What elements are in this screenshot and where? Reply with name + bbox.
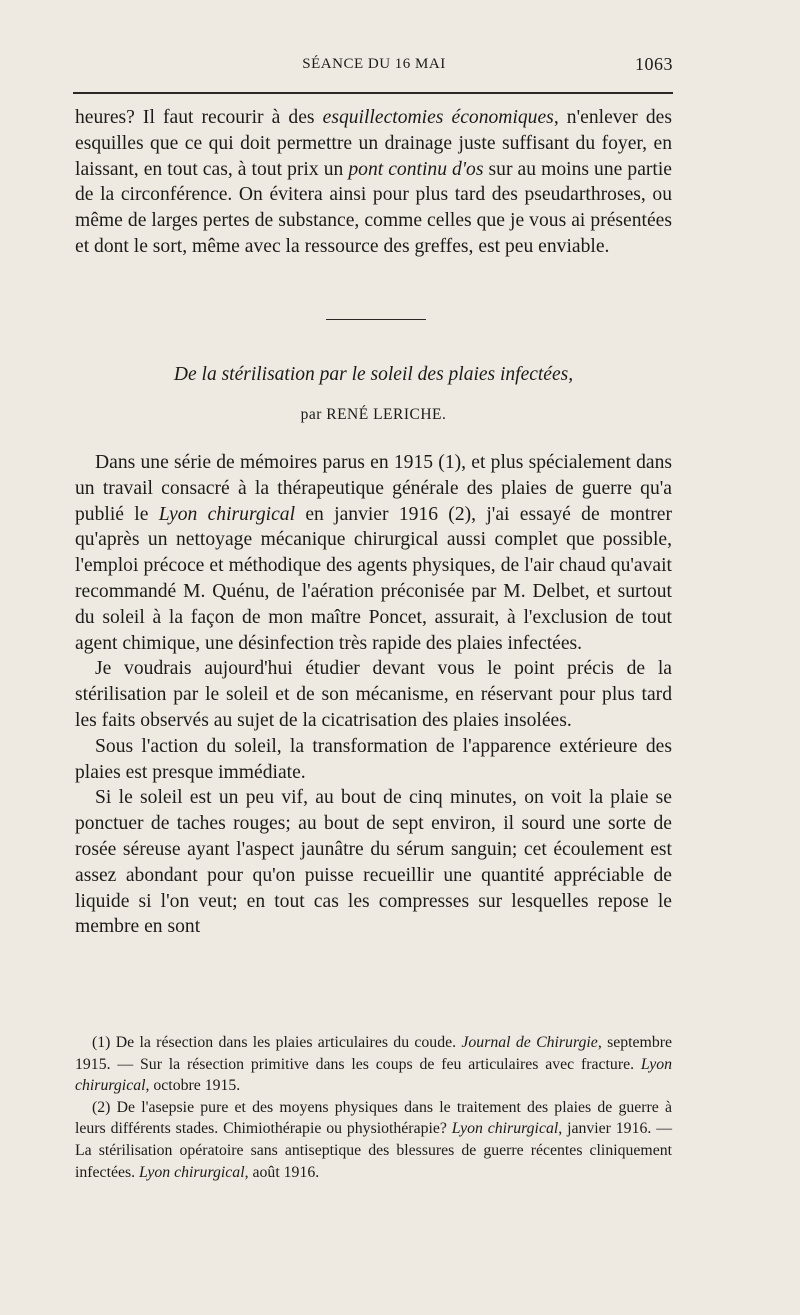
italic-run: esquillectomies économiques [322, 107, 554, 128]
italic-run: Journal de Chirurgie [461, 1034, 598, 1051]
article-paragraph: Je voudrais aujourd'hui étudier devant vous le point précis de la stérilisation par le soleil et de son mécanisme, en réservant pour plus tard les faits observés au sujet de la cicatrisation des plaies insolées. [75, 658, 672, 731]
text-run: , septembre 1915. — Sur la résection primitive dans les coups de feu articulaires avec fracture. [75, 1034, 672, 1073]
article-paragraph [75, 450, 672, 656]
byline-prefix: par [300, 406, 327, 423]
article-byline [75, 406, 672, 424]
italic-run: Lyon chirurgical [75, 1055, 672, 1095]
text-run: , n'enlever des esquilles que ce qui doit permettre un drainage juste suffisant du foyer, en laissant, en tout cas, à tout prix un [75, 107, 672, 180]
text-run: , octobre 1915. [145, 1077, 241, 1095]
italic-run: Lyon chirurgical [158, 503, 296, 525]
continuation-text [75, 105, 672, 260]
italic-run: Lyon chirurgical [451, 1120, 559, 1138]
text-run: (2) De l'asepsie pure et des moyens physiques dans le traitement des plaies de guerre à leurs différents stades. Chimiothérapie ou physiothérapie? [75, 1098, 672, 1138]
text-run: en janvier 1916 (2), j'ai essayé de montrer qu'après un nettoyage mécanique chirurgical aussi complet que possible, l'emploi précoce et méthodique des agents physiques, de l'air chaud qu'avait recommandé M. Quénu, de l'aération préconisée par M. Delbet, et surtout du soleil à la façon de mon maître Poncet, assurait, à l'exclusion de tout agent chimique, une désinfection très rapide des plaies infectées. [75, 503, 672, 654]
text-run: , août 1916. [244, 1163, 320, 1181]
italic-run: Lyon chirurgical [139, 1163, 245, 1181]
footnotes [75, 1032, 672, 1183]
footnote-2 [75, 1097, 672, 1183]
text-run: sur au moins une partie de la circonférence. On évitera ainsi pour plus tard des pseudarthroses, ou même de larges pertes de substance, comme celles que je vous ai présentées et dont le sort, même avec la ressource des greffes, est peu enviable. [75, 158, 672, 257]
running-head [75, 52, 673, 82]
continuation-paragraph [75, 105, 672, 260]
text-run: , janvier 1916. — La stérilisation opératoire sans antiseptique des blessures de guerre récentes cliniquement infectées. [75, 1120, 672, 1181]
header-rule [73, 92, 673, 94]
article-paragraph: Sous l'action du soleil, la transformation de l'apparence extérieure des plaies est presque immédiate. [75, 735, 672, 783]
footnote-1 [75, 1032, 672, 1097]
text-run: heures? Il faut recourir à des [75, 107, 323, 128]
section-separator [326, 319, 426, 320]
article-body [75, 450, 672, 940]
text-run: Dans une série de mémoires parus en 1915 (1), et plus spécialement dans un travail consacré à la thérapeutique générale des plaies de guerre qu'a publié le [75, 452, 672, 525]
running-head-title: SÉANCE DU 16 MAI [302, 56, 446, 72]
article-title: De la stérilisation par le soleil des plaies infectées, [173, 364, 574, 385]
italic-run: pont continu d'os [348, 158, 484, 180]
article-paragraph: Si le soleil est un peu vif, au bout de cinq minutes, on voit la plaie se ponctuer de taches rouges; au bout de sept environ, il sourd une sorte de rosée séreuse ayant l'aspect jaunâtre du sérum sanguin; cet écoulement est assez abondant pour qu'on puisse recueillir une quantité appréciable de liquide si l'on veut; en tout cas les compresses sur lesquelles repose le membre en sont [75, 787, 672, 938]
author-name: RENÉ LERICHE. [326, 406, 447, 423]
page-number: 1063 [635, 54, 673, 74]
text-run: (1) De la résection dans les plaies articulaires du coude. [92, 1034, 462, 1051]
